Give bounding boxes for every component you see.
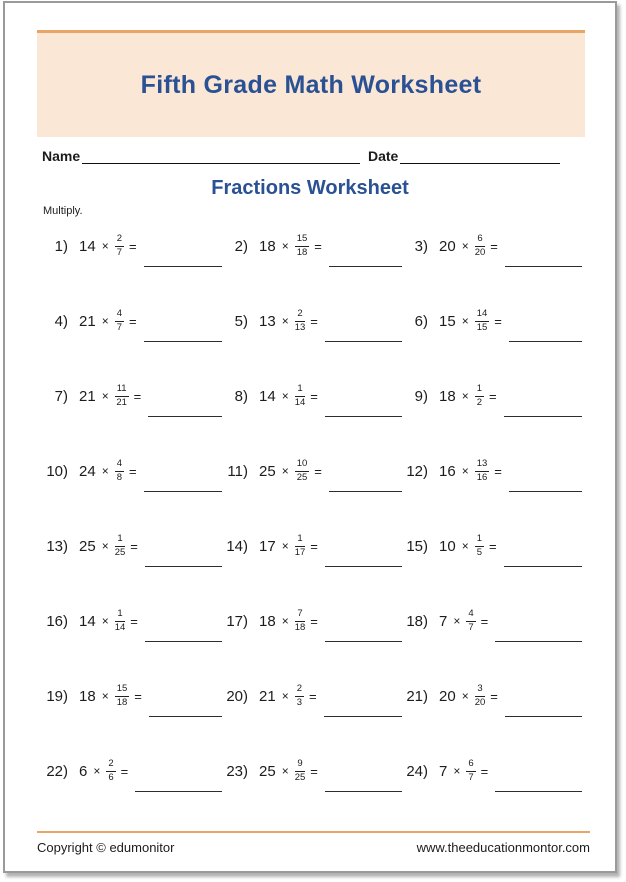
- fraction-numerator: 1: [295, 384, 304, 397]
- problem-item: [222, 224, 402, 268]
- fraction-denominator: 3: [296, 696, 302, 708]
- fraction-denominator: 7: [468, 771, 474, 783]
- fraction-denominator: 7: [468, 621, 474, 633]
- answer-blank: [504, 416, 582, 417]
- fraction-denominator: 7: [116, 321, 122, 333]
- fraction: [295, 234, 310, 259]
- problem-number: 6): [414, 312, 428, 330]
- problem-number: 18): [406, 612, 428, 630]
- fraction-denominator: 18: [296, 246, 308, 258]
- equals-sign: =: [489, 388, 497, 404]
- fraction-numerator: 15: [115, 684, 130, 697]
- problem-number: 23): [226, 762, 248, 780]
- equals-sign: =: [494, 313, 502, 329]
- website-text: www.theeducationmontor.com: [416, 840, 590, 855]
- problem-item: [42, 299, 222, 343]
- problem-number: 21): [406, 687, 428, 705]
- fraction-denominator: 20: [474, 246, 486, 258]
- equals-sign: =: [134, 688, 142, 704]
- equals-sign: =: [480, 763, 489, 779]
- fraction: [295, 309, 306, 334]
- answer-blank: [325, 341, 402, 342]
- fraction-denominator: 25: [114, 546, 126, 558]
- fraction-denominator: 2: [476, 396, 482, 408]
- fraction-numerator: 10: [295, 459, 310, 472]
- name-writein-line: [82, 148, 360, 164]
- problem-number: 19): [46, 687, 68, 705]
- fraction-numerator: 1: [295, 534, 304, 547]
- equals-sign: =: [310, 613, 318, 629]
- answer-blank: [145, 641, 222, 642]
- multiply-sign-icon: ×: [281, 389, 289, 403]
- problem-number: 22): [46, 762, 68, 780]
- equals-sign: =: [310, 388, 318, 404]
- whole-number: 16: [439, 462, 456, 480]
- problems-grid: [5, 224, 615, 824]
- problem-item: [402, 674, 582, 718]
- problem-number: 14): [226, 537, 248, 555]
- fraction-denominator: 18: [294, 621, 306, 633]
- fraction-denominator: 20: [474, 696, 486, 708]
- answer-blank: [495, 791, 582, 792]
- answer-blank: [504, 566, 582, 567]
- answer-blank: [325, 791, 402, 792]
- multiply-sign-icon: ×: [453, 614, 461, 628]
- fraction: [295, 609, 306, 634]
- problem-number: 7): [54, 387, 68, 405]
- fraction: [475, 459, 490, 484]
- fraction-numerator: 7: [295, 609, 304, 622]
- footer: [37, 831, 590, 855]
- fraction-numerator: 15: [295, 234, 310, 247]
- whole-number: 13: [259, 312, 276, 330]
- problem-number: 15): [406, 537, 428, 555]
- equals-sign: =: [490, 238, 498, 254]
- multiply-sign-icon: ×: [461, 389, 469, 403]
- multiply-sign-icon: ×: [281, 689, 289, 703]
- fraction-denominator: 15: [476, 321, 488, 333]
- fraction-denominator: 25: [294, 771, 306, 783]
- fraction: [475, 384, 484, 409]
- fraction-denominator: 14: [294, 396, 306, 408]
- fraction-denominator: 16: [476, 471, 488, 483]
- instruction-text: Multiply.: [43, 205, 83, 217]
- problem-item: [42, 524, 222, 568]
- whole-number: 25: [79, 537, 96, 555]
- fraction-denominator: 6: [108, 771, 114, 783]
- equals-sign: =: [133, 388, 142, 404]
- problem-item: [402, 224, 582, 268]
- whole-number: 21: [79, 387, 96, 405]
- problem-item: [402, 299, 582, 343]
- problem-item: [402, 524, 582, 568]
- whole-number: 18: [259, 612, 276, 630]
- multiply-sign-icon: ×: [101, 539, 109, 553]
- whole-number: 20: [439, 687, 456, 705]
- fraction: [475, 234, 486, 259]
- whole-number: 6: [79, 762, 88, 780]
- fraction: [466, 759, 475, 784]
- fraction: [115, 609, 126, 634]
- copyright-text: Copyright © edumonitor: [37, 840, 175, 855]
- fraction: [466, 609, 475, 634]
- fraction: [115, 459, 124, 484]
- whole-number: 20: [439, 237, 456, 255]
- problem-item: [42, 449, 222, 493]
- fraction: [295, 459, 310, 484]
- fraction-denominator: 14: [114, 621, 126, 633]
- fraction-numerator: 4: [115, 459, 124, 472]
- problem-item: [222, 299, 402, 343]
- header-banner: [37, 30, 585, 137]
- multiply-sign-icon: ×: [453, 764, 461, 778]
- fraction-numerator: 1: [475, 384, 484, 397]
- fraction-numerator: 14: [475, 309, 490, 322]
- problem-item: [402, 599, 582, 643]
- problem-item: [222, 449, 402, 493]
- fraction-numerator: 2: [106, 759, 115, 772]
- worksheet-title: Fractions Worksheet: [211, 177, 409, 199]
- multiply-sign-icon: ×: [101, 314, 109, 328]
- equals-sign: =: [494, 463, 502, 479]
- equals-sign: =: [310, 313, 318, 329]
- fraction-denominator: 21: [116, 396, 127, 408]
- multiply-sign-icon: ×: [281, 764, 289, 778]
- answer-blank: [144, 491, 222, 492]
- fraction-numerator: 3: [475, 684, 484, 697]
- problem-number: 1): [54, 237, 68, 255]
- fraction: [115, 384, 129, 409]
- fraction-numerator: 2: [295, 309, 304, 322]
- whole-number: 18: [259, 237, 276, 255]
- multiply-sign-icon: ×: [281, 614, 289, 628]
- answer-blank: [325, 641, 402, 642]
- whole-number: 14: [259, 387, 276, 405]
- problem-item: [402, 449, 582, 493]
- multiply-sign-icon: ×: [461, 689, 469, 703]
- problem-number: 2): [234, 237, 248, 255]
- problem-item: [402, 749, 582, 793]
- fraction-denominator: 7: [116, 246, 122, 258]
- answer-blank: [149, 716, 222, 717]
- multiply-sign-icon: ×: [101, 689, 109, 703]
- name-label: Name: [42, 148, 81, 164]
- whole-number: 14: [79, 612, 96, 630]
- multiply-sign-icon: ×: [281, 314, 289, 328]
- problem-item: [42, 674, 222, 718]
- problem-number: 24): [406, 762, 428, 780]
- answer-blank: [324, 716, 402, 717]
- whole-number: 25: [259, 462, 276, 480]
- problem-number: 8): [234, 387, 248, 405]
- multiply-sign-icon: ×: [461, 239, 469, 253]
- answer-blank: [509, 491, 582, 492]
- fraction-numerator: 4: [466, 609, 475, 622]
- problem-item: [402, 374, 582, 418]
- fraction-numerator: 11: [115, 384, 129, 397]
- fraction: [106, 759, 115, 784]
- equals-sign: =: [129, 313, 137, 329]
- fraction-denominator: 18: [116, 696, 128, 708]
- page-title: Fifth Grade Math Worksheet: [140, 70, 482, 99]
- answer-blank: [329, 491, 402, 492]
- fraction-numerator: 13: [475, 459, 490, 472]
- fraction-denominator: 25: [296, 471, 308, 483]
- problem-item: [42, 749, 222, 793]
- multiply-sign-icon: ×: [281, 464, 289, 478]
- answer-blank: [505, 716, 582, 717]
- answer-blank: [144, 266, 222, 267]
- problem-number: 16): [46, 612, 68, 630]
- fraction-denominator: 8: [116, 471, 122, 483]
- date-label: Date: [367, 148, 399, 164]
- fraction: [115, 534, 126, 559]
- fraction: [115, 309, 124, 334]
- whole-number: 10: [439, 537, 456, 555]
- answer-blank: [325, 416, 402, 417]
- equals-sign: =: [314, 238, 322, 254]
- multiply-sign-icon: ×: [101, 464, 109, 478]
- answer-blank: [145, 566, 222, 567]
- equals-sign: =: [120, 763, 129, 779]
- whole-number: 7: [439, 762, 448, 780]
- fraction-numerator: 1: [475, 534, 484, 547]
- fraction-denominator: 5: [476, 546, 482, 558]
- equals-sign: =: [309, 688, 317, 704]
- answer-blank: [495, 641, 582, 642]
- multiply-sign-icon: ×: [101, 389, 109, 403]
- whole-number: 15: [439, 312, 456, 330]
- whole-number: 21: [79, 312, 96, 330]
- equals-sign: =: [314, 463, 322, 479]
- equals-sign: =: [489, 538, 497, 554]
- answer-blank: [505, 266, 582, 267]
- multiply-sign-icon: ×: [101, 239, 109, 253]
- fraction-numerator: 9: [295, 759, 304, 772]
- fraction-numerator: 6: [475, 234, 484, 247]
- equals-sign: =: [310, 763, 318, 779]
- fraction: [115, 684, 130, 709]
- answer-blank: [509, 341, 582, 342]
- fraction-denominator: 13: [294, 321, 306, 333]
- problem-number: 13): [46, 537, 68, 555]
- multiply-sign-icon: ×: [281, 539, 289, 553]
- multiply-sign-icon: ×: [461, 314, 469, 328]
- whole-number: 24: [79, 462, 96, 480]
- equals-sign: =: [480, 613, 489, 629]
- answer-blank: [148, 416, 222, 417]
- whole-number: 17: [259, 537, 276, 555]
- problem-number: 4): [54, 312, 68, 330]
- problem-number: 3): [414, 237, 428, 255]
- equals-sign: =: [129, 238, 137, 254]
- date-writein-line: [400, 148, 560, 164]
- multiply-sign-icon: ×: [461, 464, 469, 478]
- fraction: [295, 759, 306, 784]
- problem-number: 10): [46, 462, 68, 480]
- problem-number: 5): [234, 312, 248, 330]
- equals-sign: =: [310, 538, 318, 554]
- answer-blank: [329, 266, 402, 267]
- fraction-numerator: 2: [295, 684, 304, 697]
- fraction-numerator: 2: [115, 234, 124, 247]
- fraction-numerator: 1: [115, 534, 124, 547]
- answer-blank: [325, 566, 402, 567]
- fraction-numerator: 1: [115, 609, 124, 622]
- name-date-row: [42, 148, 560, 164]
- problem-item: [42, 224, 222, 268]
- problem-item: [42, 599, 222, 643]
- multiply-sign-icon: ×: [281, 239, 289, 253]
- whole-number: 21: [259, 687, 276, 705]
- worksheet-page: [3, 1, 617, 873]
- answer-blank: [144, 341, 222, 342]
- fraction: [295, 534, 306, 559]
- fraction-denominator: 17: [294, 546, 306, 558]
- fraction: [475, 684, 486, 709]
- fraction: [115, 234, 124, 259]
- problem-number: 9): [414, 387, 428, 405]
- whole-number: 14: [79, 237, 96, 255]
- fraction: [475, 534, 484, 559]
- whole-number: 18: [439, 387, 456, 405]
- multiply-sign-icon: ×: [461, 539, 469, 553]
- problem-item: [42, 374, 222, 418]
- fraction: [295, 384, 306, 409]
- answer-blank: [135, 791, 222, 792]
- whole-number: 18: [79, 687, 96, 705]
- problem-item: [222, 749, 402, 793]
- problem-number: 20): [226, 687, 248, 705]
- problem-number: 12): [406, 462, 428, 480]
- multiply-sign-icon: ×: [93, 764, 101, 778]
- equals-sign: =: [130, 538, 138, 554]
- fraction-numerator: 6: [466, 759, 475, 772]
- whole-number: 7: [439, 612, 448, 630]
- fraction: [475, 309, 490, 334]
- problem-item: [222, 374, 402, 418]
- equals-sign: =: [490, 688, 498, 704]
- problem-number: 17): [226, 612, 248, 630]
- problem-number: 11): [227, 462, 248, 480]
- multiply-sign-icon: ×: [101, 614, 109, 628]
- problem-item: [222, 524, 402, 568]
- whole-number: 25: [259, 762, 276, 780]
- equals-sign: =: [130, 613, 138, 629]
- problem-item: [222, 599, 402, 643]
- problem-item: [222, 674, 402, 718]
- equals-sign: =: [129, 463, 137, 479]
- fraction-numerator: 4: [115, 309, 124, 322]
- fraction: [295, 684, 304, 709]
